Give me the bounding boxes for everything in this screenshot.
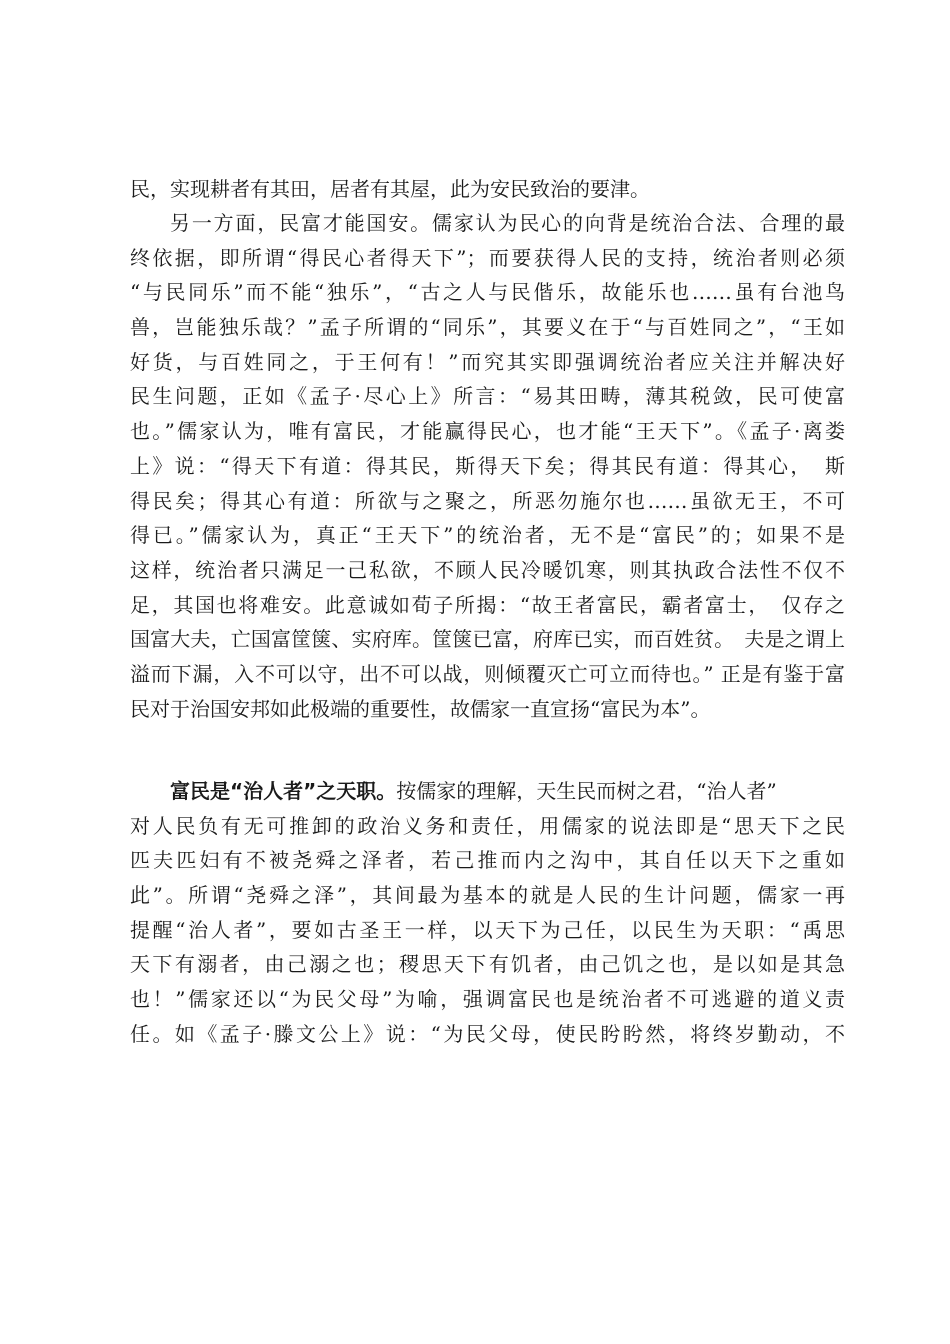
text-line: 溢而下漏，入不可以守，出不可以战，则倾覆灭亡可立而待也。” 正是有鉴于富 [130,661,845,686]
text-line: 足，其国也将难安。此意诚如荀子所揭：“故王者富民，霸者富士， 仅存之 [130,592,845,617]
paragraph-continued [130,172,845,207]
text-line: 天下有溺者，由己溺之也；稷思天下有饥者，由己饥之也，是以如是其急 [130,952,845,977]
text-line: 也。”儒家认为，唯有富民，才能赢得民心，也才能“王天下”。《孟子·离娄 [130,419,845,444]
text-line: “与民同乐”而不能“独乐”，“古之人与民偕乐，故能乐也……虽有台池鸟 [130,280,845,305]
text-line: 得已。”儒家认为，真正“王天下”的统治者，无不是“富民”的；如果不是 [130,523,845,548]
text-line: 兽，岂能独乐哉？”孟子所谓的“同乐”，其要义在于“与百姓同之”，“王如 [130,315,845,340]
text-line: 国富大夫，亡国富筐箧、实府库。筐箧已富，府库已实，而百姓贫。 夫是之谓上 [130,627,845,652]
text-line: 上》说：“得天下有道：得其民，斯得天下矣；得其民有道：得其心， 斯 [130,453,845,478]
text-line: 也！”儒家还以“为民父母”为喻，强调富民也是统治者不可逃避的道义责 [130,987,845,1012]
text-line: 这样，统治者只满足一己私欲，不顾人民冷暖饥寒，则其执政合法性不仅不 [130,557,845,582]
paragraph-heading: 富民是“治人者”之天职。 [170,779,397,803]
text-line-first [130,774,845,809]
text-line: 民对于治国安邦如此极端的重要性，故儒家一直宣扬“富民为本”。 [130,696,711,721]
text-line: 民生问题，正如《孟子·尽心上》所言：“易其田畴，薄其税敛，民可使富 [130,384,845,409]
text-line: 终依据，即所谓“得民心者得天下”；而要获得人民的支持，统治者则必须 [130,245,845,270]
text-line: 得民矣；得其心有道：所欲与之聚之，所恶勿施尔也……虽欲无王，不可 [130,488,845,513]
paragraph-duty [130,774,845,1052]
paragraph-rich-state [130,206,845,726]
text-line: 另一方面，民富才能国安。儒家认为民心的向背是统治合法、合理的最 [170,211,845,235]
text-line: 民，实现耕者有其田，居者有其屋，此为安民致治的要津。 [130,177,650,201]
text-line: 匹夫匹妇有不被尧舜之泽者，若己推而内之沟中，其自任以天下之重如 [130,848,845,873]
text-line: 任。如《孟子·滕文公上》说：“为民父母，使民盻盻然，将终岁勤动，不 [130,1021,845,1046]
text-fragment: 按儒家的理解，天生民而树之君，“治人者” [396,779,777,803]
text-line: 提醒“治人者”，要如古圣王一样，以天下为己任，以民生为天职：“禹思 [130,917,845,942]
text-line: 对人民负有无可推卸的政治义务和责任，用儒家的说法即是“思天下之民 [130,813,845,838]
text-line: 此”。所谓“尧舜之泽”，其间最为基本的就是人民的生计问题，儒家一再 [130,883,845,908]
text-line: 好货，与百姓同之，于王何有！”而究其实即强调统治者应关注并解决好 [130,349,845,374]
